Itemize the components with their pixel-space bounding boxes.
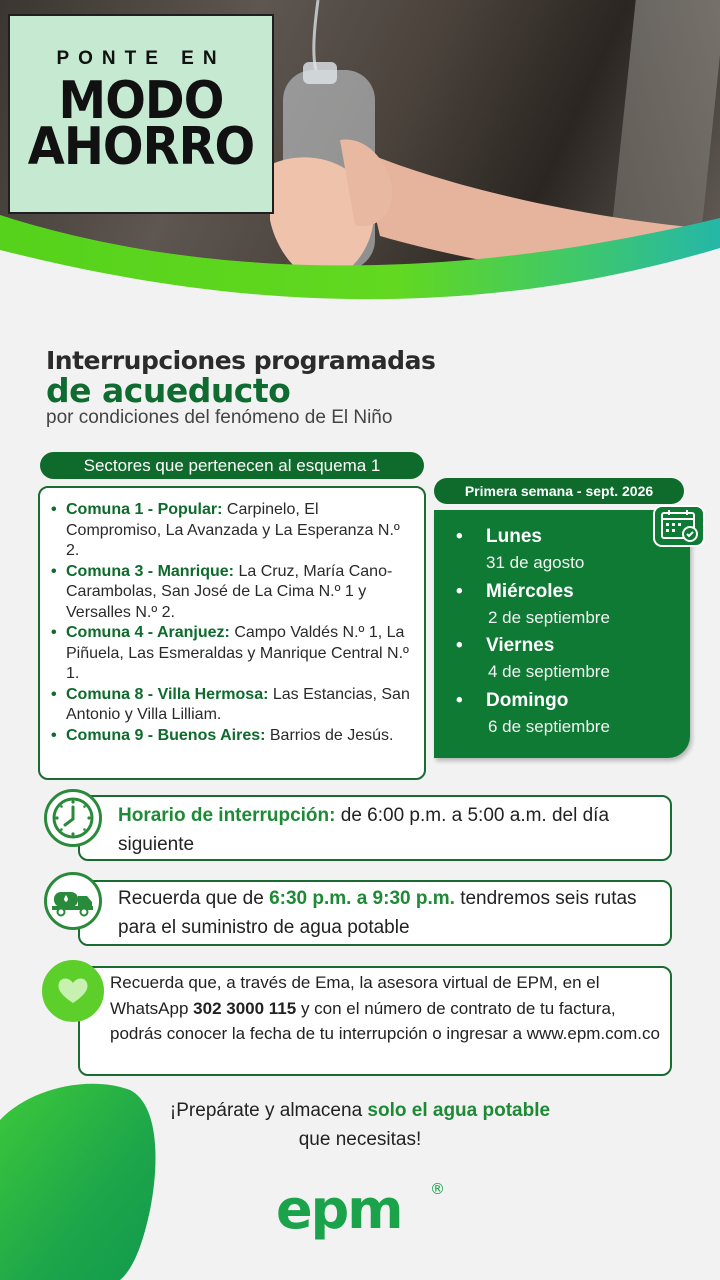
assistant-text: Recuerda que, a través de Ema, la asesora virtual de EPM, en el WhatsApp 302 3000 115 y con el número de contrato de tu factura, podrás conocer la fecha de tu interrupción o ingresar a www.epm.com.co (110, 973, 660, 1043)
sectors-list (50, 500, 414, 746)
schedule-box (78, 795, 672, 861)
list-item: • Comuna 8 - Villa Hermosa: Las Estancias, San Antonio y Villa Lilliam. (50, 685, 414, 726)
logo-registered: ® (430, 1180, 445, 1198)
list-item: • Comuna 9 - Buenos Aires: Barrios de Jesús. (50, 726, 414, 747)
list-item: • Comuna 3 - Manrique: La Cruz, María Cano-Carambolas, San José de La Cima N.º 1 y Versalles N.º 2. (50, 562, 414, 624)
badge-line-2: MODO (58, 71, 224, 131)
badge-line-1: PONTE EN (56, 48, 226, 69)
headline (46, 346, 435, 429)
badge-line-3: AHORRO (27, 117, 255, 177)
logo-text: epm (276, 1180, 402, 1241)
day-item: • Miércoles 2 de septiembre (456, 581, 610, 628)
list-item: • Comuna 4 - Aranjuez: Campo Valdés N.º 1, La Piñuela, Las Esmeraldas y Manrique Central N.º 1. (50, 623, 414, 685)
heart-icon (42, 960, 104, 1022)
sectors-box (38, 486, 426, 780)
week-days-box (434, 510, 690, 758)
routes-text: Recuerda que de 6:30 p.m. a 9:30 p.m. tendremos seis rutas para el suministro de agua potable (118, 888, 637, 938)
day-item: • Domingo 6 de septiembre (456, 690, 610, 737)
day-item: • Lunes 31 de agosto (456, 526, 584, 573)
routes-box (78, 880, 672, 946)
sectors-label: Sectores que pertenecen al esquema 1 (40, 452, 424, 479)
water-truck-icon (44, 872, 102, 930)
headline-subtitle: de acueducto (46, 371, 291, 410)
ahorro-badge (8, 14, 274, 214)
cta-text: ¡Prepárate y almacena solo el agua potable que necesitas! (169, 1100, 551, 1150)
clock-icon (44, 789, 102, 847)
headline-caption: por condiciones del fenómeno de El Niño (46, 407, 393, 428)
schedule-text: Horario de interrupción: de 6:00 p.m. a 5:00 a.m. del día siguiente (118, 805, 610, 855)
headline-title: Interrupciones programadas (46, 346, 436, 375)
calendar-icon (652, 504, 706, 548)
assistant-box (78, 966, 672, 1076)
list-item: • Comuna 1 - Popular: Carpinelo, El Compromiso, La Avanzada y La Esperanza N.º 2. (50, 500, 414, 562)
epm-logo (276, 1180, 456, 1252)
day-item: • Viernes 4 de septiembre (456, 635, 610, 682)
footer-swoosh (0, 1080, 170, 1280)
week-label: Primera semana - sept. 2026 (434, 478, 684, 504)
hero-banner (0, 0, 720, 340)
